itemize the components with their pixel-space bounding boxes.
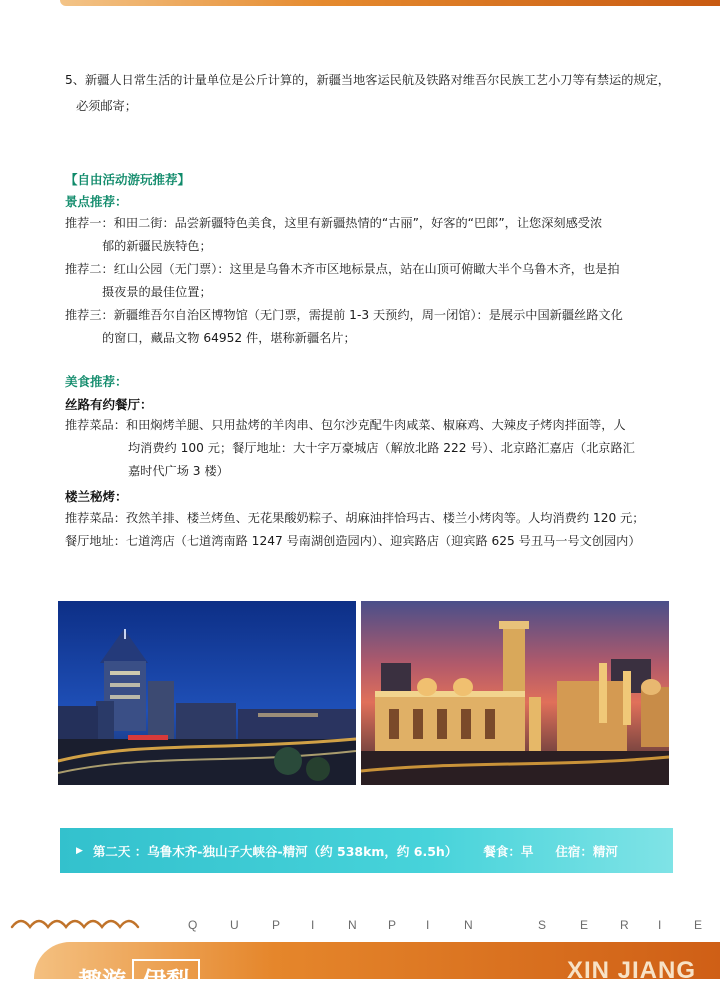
sight-2-continued: 摄夜景的最佳位置； [102, 285, 212, 299]
series-letter: R [620, 918, 629, 932]
sight-3: 推荐三：新疆维吾尔自治区博物馆（无门票，需提前 1-3 天预约，周一闭馆）：是展示中国新疆丝路文化 [65, 308, 623, 322]
sight-2: 推荐二：红山公园（无门票）：这里是乌鲁木齐市区地标景点，站在山顶可俯瞰大半个乌鲁木齐，也是拍 [65, 262, 620, 276]
series-letters [188, 918, 708, 934]
sights-heading: 景点推荐： [65, 194, 128, 209]
restaurant-2-name: 楼兰秘烤： [65, 489, 128, 504]
day-2-itinerary-bar [60, 828, 673, 873]
footer-band [34, 942, 720, 995]
note-item-5: 5、新疆人日常生活的计量单位是公斤计算的，新疆当地客运民航及铁路对维吾尔民族工艺小刀等有禁运的规定， [65, 73, 670, 87]
series-letter: N [348, 918, 357, 932]
restaurant-1-dishes-continued: 均消费约 100 元；餐厅地址：大十字万豪城店（解放北路 222 号）、北京路汇嘉店（北京路汇 [128, 441, 635, 455]
restaurant-1-address-continued: 嘉时代广场 3 楼） [128, 464, 229, 478]
sight-3-continued: 的窗口，藏品文物 64952 件，堪称新疆名片； [102, 331, 356, 345]
restaurant-2-dishes: 推荐菜品：孜然羊排、楼兰烤鱼、无花果酸奶粽子、胡麻油拌恰玛古、楼兰小烤肉等。人均消费约 120 元； [65, 511, 645, 525]
footer-brand-box: 伊犁 [132, 959, 200, 998]
day-2-meals: 餐食：早 [483, 843, 534, 859]
series-letter: I [311, 918, 315, 932]
play-arrow-icon: ▶ [76, 845, 83, 856]
wave-decor-icon [10, 917, 150, 933]
city-night-photo [58, 601, 356, 785]
restaurant-1-name: 丝路有约餐厅： [65, 397, 153, 412]
restaurant-2-address: 餐厅地址：七道湾店（七道湾南路 1247 号南湖创造园内）、迎宾路店（迎宾路 625 号丑马一号文创园内） [65, 534, 641, 548]
series-letter: I [426, 918, 430, 932]
series-letter: E [694, 918, 703, 932]
restaurant-1-dishes: 推荐菜品：和田焖烤羊腿、只用盐烤的羊肉串、包尔沙克配牛肉咸菜、椒麻鸡、大辣皮子烤肉拌面等，人 [65, 418, 626, 432]
series-letter: N [464, 918, 473, 932]
footer-brand-left [78, 959, 200, 998]
series-letter: P [388, 918, 397, 932]
series-letter: I [658, 918, 662, 932]
sight-1: 推荐一：和田二街：品尝新疆特色美食，这里有新疆热情的“古丽”，好客的“巴郎”，让您深刻感受浓 [65, 216, 603, 230]
food-heading: 美食推荐： [65, 374, 128, 389]
series-letter: S [538, 918, 547, 932]
free-activity-heading: 【自由活动游玩推荐】 [65, 172, 191, 187]
series-letter: Q [188, 918, 198, 932]
day-2-accommodation: 住宿：精河 [555, 843, 618, 859]
series-letter: E [580, 918, 589, 932]
footer-brand-text: 趣游 [78, 967, 126, 995]
top-decor-bar [60, 0, 720, 6]
series-letter: P [272, 918, 281, 932]
footer-brand-right: XIN JIANG [566, 957, 696, 984]
sight-1-continued: 郁的新疆民族特色； [102, 239, 212, 253]
day-2-route: 第二天 ：乌鲁木齐-独山子大峡谷-精河（约 538km，约 6.5h） [92, 843, 458, 859]
bazaar-sunset-photo [361, 601, 669, 785]
series-letter: U [230, 918, 239, 932]
note-item-5-continued: 必须邮寄； [76, 99, 137, 113]
